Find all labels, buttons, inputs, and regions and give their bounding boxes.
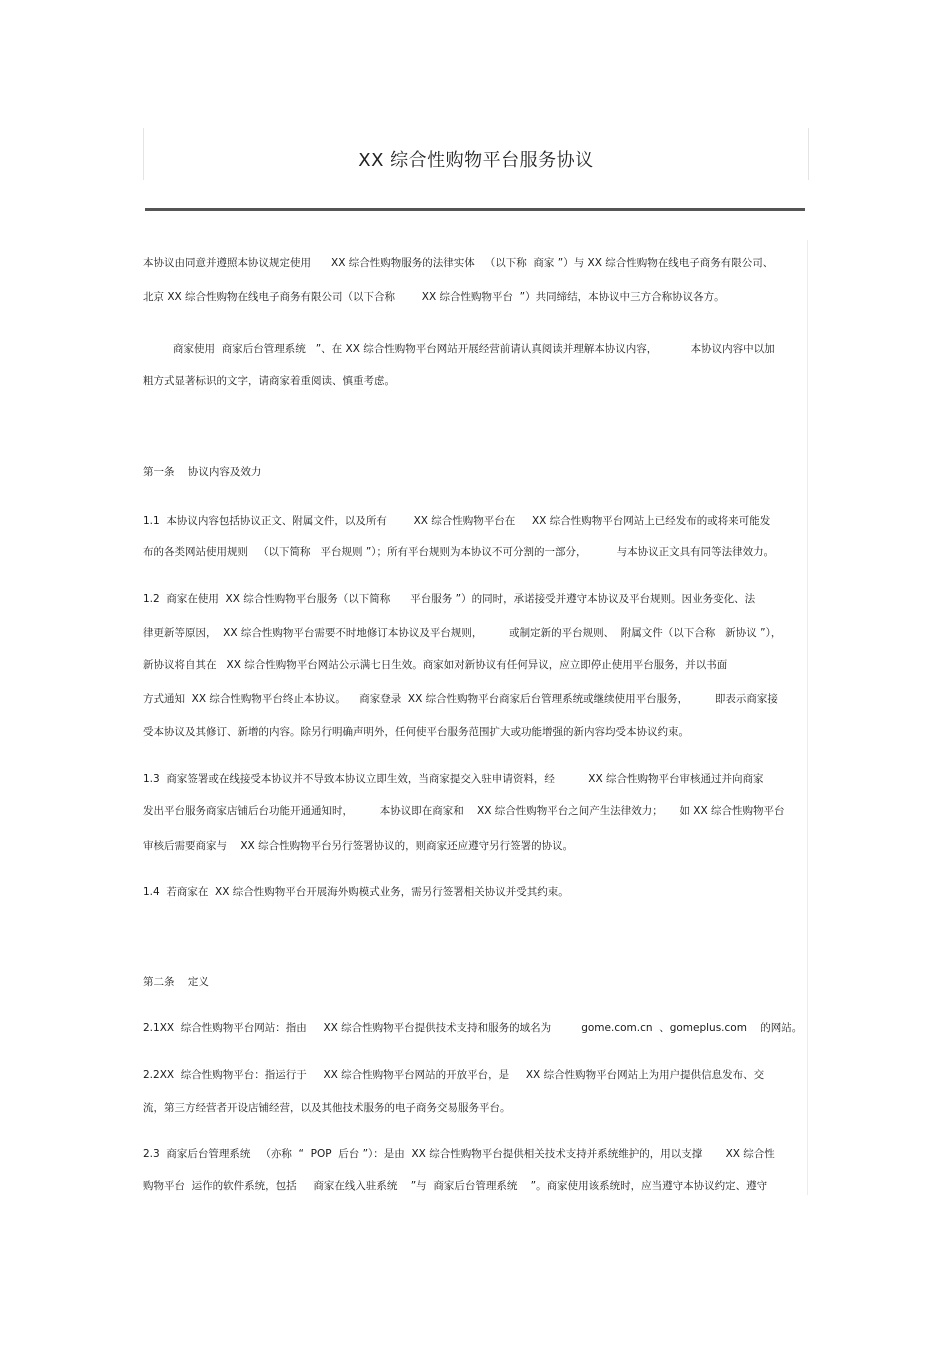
text-line: 1.4 若商家在 XX 综合性购物平台开展海外购模式业务，需另行签署相关协议并受其约束。 xyxy=(143,886,569,898)
section-heading: 第一条 协议内容及效力 xyxy=(143,466,262,478)
text-line: 北京 XX 综合性购物在线电子商务有限公司（以下合称 XX 综合性购物平台 ”）共同缔结，本协议中三方合称协议各方。 xyxy=(143,291,725,303)
text-line: 2.1XX 综合性购物平台网站：指由 XX 综合性购物平台提供技术支持和服务的域名为 gome.com.cn 、gomeplus.com 的网站。 xyxy=(143,1022,803,1034)
text-line: 发出平台服务商家店铺后台功能开通通知时， 本协议即在商家和 XX 综合性购物平台之间产生法律效力； 如 XX 综合性购物平台 xyxy=(143,805,785,817)
text-line: 购物平台 运作的软件系统，包括 商家在线入驻系统 ”与 商家后台管理系统 ”。商家使用该系统时，应当遵守本协议约定、遵守 xyxy=(143,1180,768,1192)
text-line: 本协议由同意并遵照本协议规定使用 XX 综合性购物服务的法律实体 （以下称 商家 ”）与 XX 综合性购物在线电子商务有限公司、 xyxy=(143,257,774,269)
text-line: 粗方式显著标识的文字，请商家着重阅读、慎重考虑。 xyxy=(143,375,395,387)
text-line: 1.3 商家签署或在线接受本协议并不导致本协议立即生效，当商家提交入驻申请资料，经 XX 综合性购物平台审核通过并向商家 xyxy=(143,773,764,785)
text-line: 流，第三方经营者开设店铺经营，以及其他技术服务的电子商务交易服务平台。 xyxy=(143,1102,511,1114)
text-line: 布的各类网站使用规则 （以下简称 平台规则 ”）；所有平台规则为本协议不可分割的一部分， 与本协议正文具有同等法律效力。 xyxy=(143,546,775,558)
text-line: 新协议将自其在 XX 综合性购物平台网站公示满七日生效。商家如对新协议有任何异议，应立即停止使用平台服务，并以书面 xyxy=(143,659,728,671)
text-line: 审核后需要商家与 XX 综合性购物平台另行签署协议的，则商家还应遵守另行签署的协议。 xyxy=(143,840,574,852)
section-heading: 第二条 定义 xyxy=(143,976,209,988)
text-line: 1.1 本协议内容包括协议正文、附属文件，以及所有 XX 综合性购物平台在 XX 综合性购物平台网站上已经发布的或将来可能发 xyxy=(143,515,771,527)
title-divider xyxy=(145,208,805,211)
document-title: XX 综合性购物平台服务协议 xyxy=(358,150,594,171)
text-line: 受本协议及其修订、新增的内容。除另行明确声明外，任何使平台服务范围扩大或功能增强的新内容均受本协议约束。 xyxy=(143,726,689,738)
text-line: 商家使用 商家后台管理系统 ”、在 XX 综合性购物平台网站开展经营前请认真阅读并理解本协议内容， 本协议内容中以加 xyxy=(143,343,775,355)
text-line: 律更新等原因， XX 综合性购物平台需要不时地修订本协议及平台规则， 或制定新的平台规则、 附属文件（以下合称 新协议 ”）， xyxy=(143,627,782,639)
text-line: 1.2 商家在使用 XX 综合性购物平台服务（以下简称 平台服务 ”）的同时，承诺接受并遵守本协议及平台规则。因业务变化、法 xyxy=(143,593,756,605)
text-line: 2.3 商家后台管理系统 （亦称 “ POP 后台 ”）：是由 XX 综合性购物平台提供相关技术支持并系统维护的，用以支撑 XX 综合性 xyxy=(143,1148,775,1160)
text-line: 2.2XX 综合性购物平台：指运行于 XX 综合性购物平台网站的开放平台，是 XX 综合性购物平台网站上为用户提供信息发布、交 xyxy=(143,1069,765,1081)
title-box xyxy=(143,128,809,180)
text-line: 方式通知 XX 综合性购物平台终止本协议。 商家登录 XX 综合性购物平台商家后台管理系统或继续使用平台服务， 即表示商家接 xyxy=(143,693,778,705)
